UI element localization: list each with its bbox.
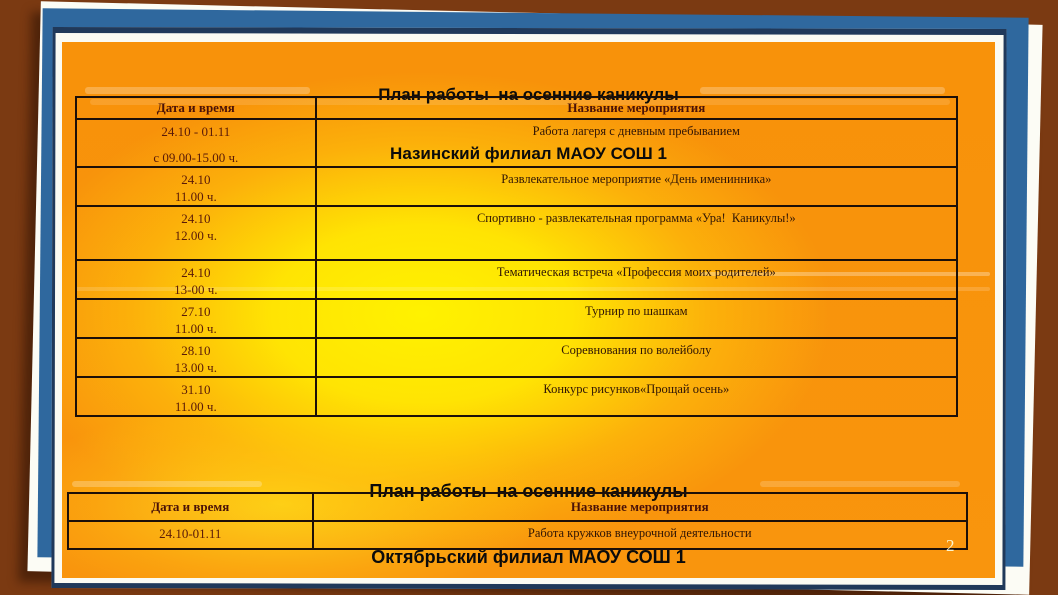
- table-row: [76, 206, 957, 260]
- date-cell: 31.10 11.00 ч.: [76, 377, 316, 416]
- column-header-event: Название мероприятия: [313, 493, 967, 521]
- section1-title-line1: План работы на осенние каникулы: [378, 85, 679, 104]
- event-cell: Тематическая встреча «Профессия моих родителей»: [316, 260, 957, 299]
- table-row: [68, 521, 967, 549]
- table-row: [76, 299, 957, 338]
- table-header-row: [76, 97, 957, 119]
- table-row: [76, 338, 957, 377]
- event-cell: Работа лагеря с дневным пребыванием: [316, 119, 957, 167]
- date-cell: 24.10 11.00 ч.: [76, 167, 316, 206]
- date-cell: 24.10 13-00 ч.: [76, 260, 316, 299]
- date-cell: 27.10 11.00 ч.: [76, 299, 316, 338]
- schedule-table-nazinsky: [75, 96, 958, 417]
- event-cell: Работа кружков внеурочной деятельности: [313, 521, 967, 549]
- column-header-date: Дата и время: [68, 493, 313, 521]
- event-cell: Соревнования по волейболу: [316, 338, 957, 377]
- slide-body: [62, 42, 995, 578]
- column-header-date: Дата и время: [76, 97, 316, 119]
- table-row: [76, 119, 957, 167]
- event-cell: Турнир по шашкам: [316, 299, 957, 338]
- date-cell: 24.10 - 01.11 с 09.00-15.00 ч.: [76, 119, 316, 167]
- table-row: [76, 377, 957, 416]
- date-cell: 24.10 12.00 ч.: [76, 206, 316, 260]
- event-cell: Спортивно - развлекательная программа «Ура! Каникулы!»: [316, 206, 957, 260]
- section1-title-line2: Назинский филиал МАОУ СОШ 1: [390, 143, 667, 163]
- date-cell: 24.10-01.11: [68, 521, 313, 549]
- section2-title-line2: Октябрьский филиал МАОУ СОШ 1: [371, 547, 686, 567]
- schedule-table-oktyabrsky: [67, 492, 968, 550]
- column-header-event: Название мероприятия: [316, 97, 957, 119]
- section2-title-line1: План работы на осенние каникулы: [369, 481, 688, 501]
- table-row: [76, 167, 957, 206]
- table-row: [76, 260, 957, 299]
- event-cell: Развлекательное мероприятие «День именинника»: [316, 167, 957, 206]
- table-header-row: [68, 493, 967, 521]
- date-cell: 28.10 13.00 ч.: [76, 338, 316, 377]
- event-cell: Конкурс рисунков«Прощай осень»: [316, 377, 957, 416]
- page-number: 2: [946, 536, 955, 555]
